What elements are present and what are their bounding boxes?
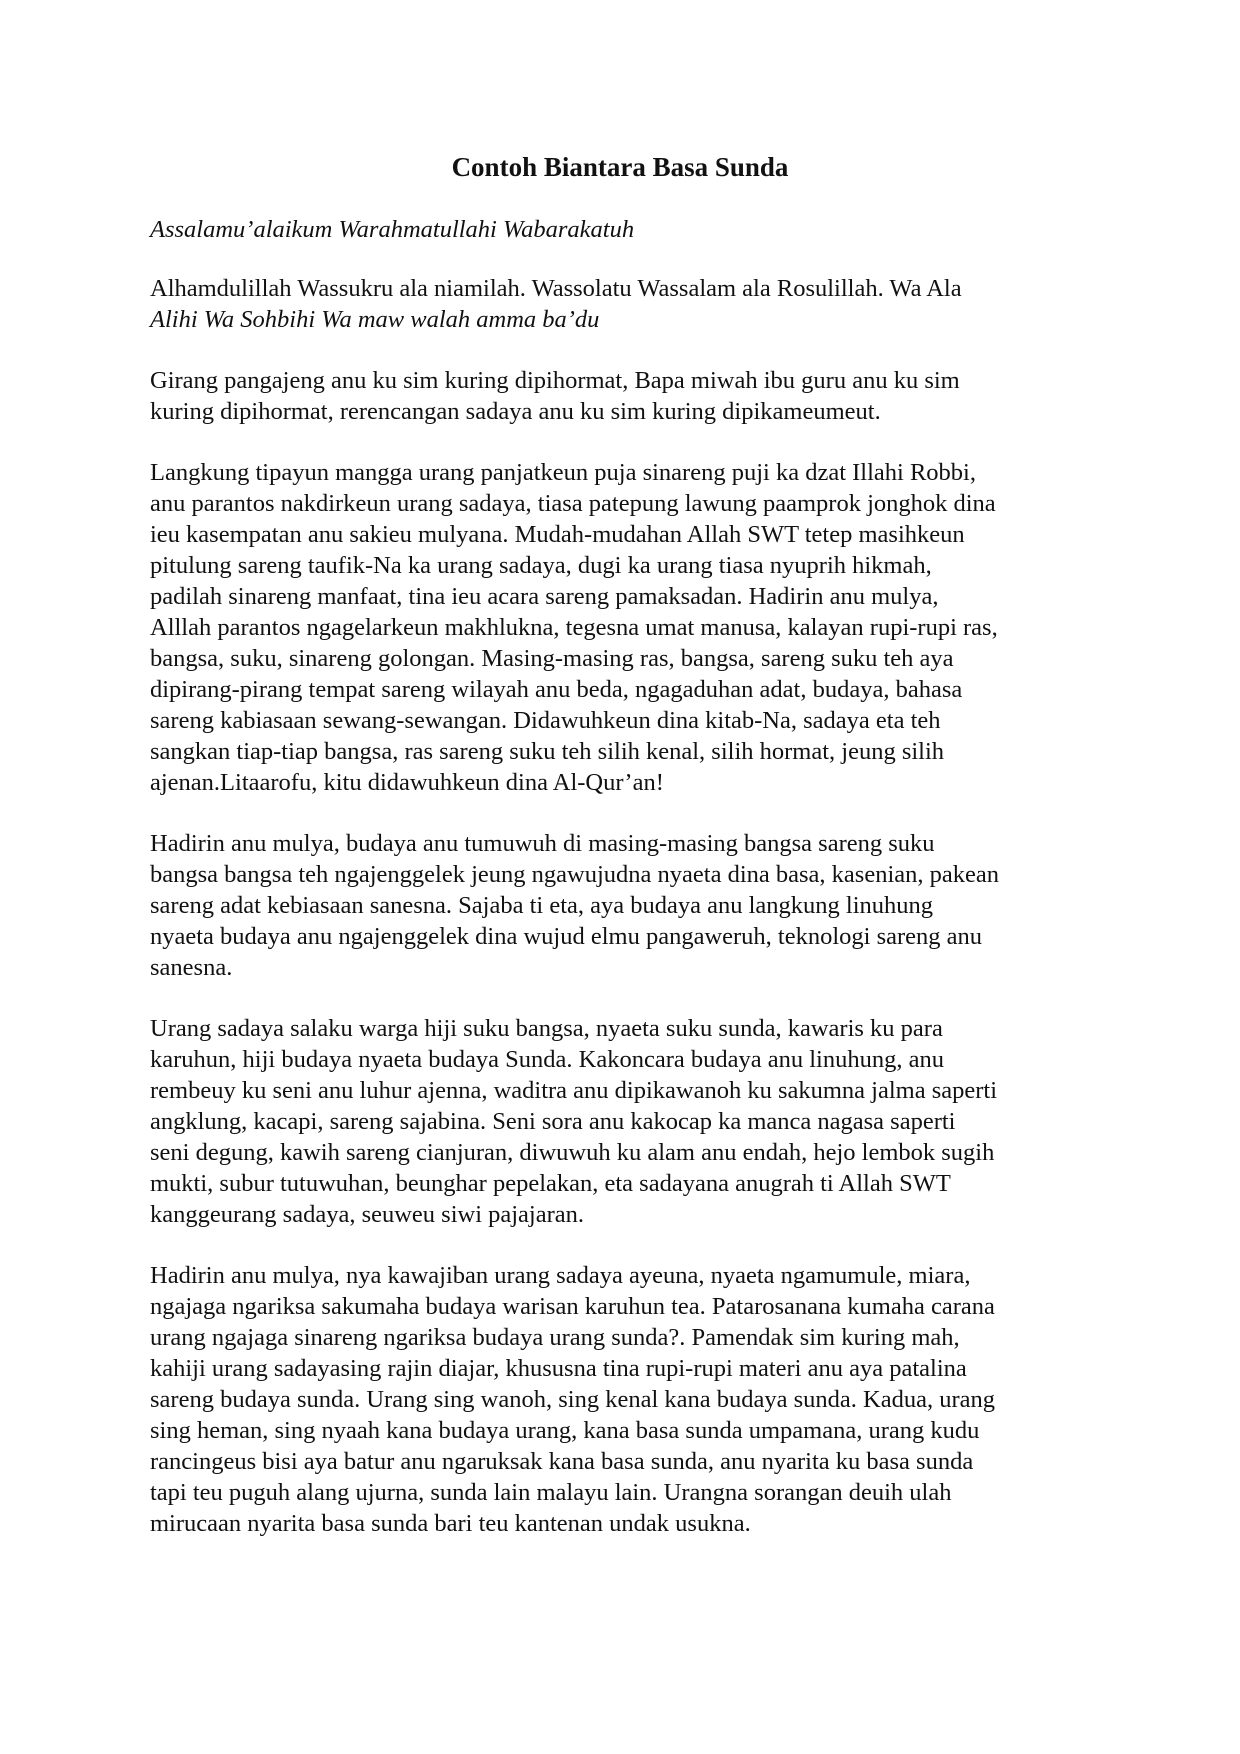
paragraph-line: angklung, kacapi, sareng sajabina. Seni sora anu kakocap ka manca nagasa saperti: [150, 1108, 956, 1135]
paragraph-line: bangsa bangsa teh ngajenggelek jeung ngawujudna nyaeta dina basa, kasenian, pakean: [150, 861, 1000, 888]
paragraph-line: padilah sinareng manfaat, tina ieu acara sareng pamaksadan. Hadirin anu mulya,: [150, 583, 939, 610]
paragraph-line: ajenan.Litaarofu, kitu didawuhkeun dina Al-Qur’an!: [150, 769, 664, 796]
body-paragraph: [150, 457, 1090, 798]
opening-paragraph: [150, 273, 1090, 335]
paragraph-line: sing heman, sing nyaah kana budaya urang, kana basa sunda umpamana, urang kudu: [150, 1417, 980, 1444]
document-title: Contoh Biantara Basa Sunda: [451, 152, 789, 182]
paragraph-line: nyaeta budaya anu ngajenggelek dina wujud elmu pangaweruh, teknologi sareng anu: [150, 923, 983, 950]
paragraph-line: sareng budaya sunda. Urang sing wanoh, sing kenal kana budaya sunda. Kadua, urang: [150, 1386, 996, 1413]
paragraph-line: kuring dipihormat, rerencangan sadaya anu ku sim kuring dipikameumeut.: [150, 398, 881, 425]
paragraph-line: kahiji urang sadayasing rajin diajar, khususna tina rupi-rupi materi anu aya patalina: [150, 1355, 967, 1382]
opening-line-italic: Alihi Wa Sohbihi Wa maw walah amma ba’du: [150, 306, 600, 333]
paragraph-line: seni degung, kawih sareng cianjuran, diwuwuh ku alam anu endah, hejo lembok sugih: [150, 1139, 995, 1166]
paragraph-line: sanesna.: [150, 954, 233, 981]
body-paragraph: [150, 1260, 1090, 1539]
body-paragraph: [150, 1013, 1090, 1230]
paragraph-line: Langkung tipayun mangga urang panjatkeun puja sinareng puji ka dzat Illahi Robbi,: [150, 459, 976, 486]
paragraph-line: mirucaan nyarita basa sunda bari teu kantenan undak usukna.: [150, 1510, 751, 1537]
opening-line: Alhamdulillah Wassukru ala niamilah. Wassolatu Wassalam ala Rosulillah. Wa Ala: [150, 275, 962, 302]
paragraph-line: ngajaga ngariksa sakumaha budaya warisan karuhun tea. Patarosanana kumaha carana: [150, 1293, 995, 1320]
body-paragraphs: [150, 365, 1090, 1539]
paragraph-line: urang ngajaga sinareng ngariksa budaya urang sunda?. Pamendak sim kuring mah,: [150, 1324, 960, 1351]
body-paragraph: [150, 365, 1090, 427]
paragraph-line: rancingeus bisi aya batur anu ngaruksak kana basa sunda, anu nyarita ku basa sunda: [150, 1448, 974, 1475]
paragraph-line: Hadirin anu mulya, nya kawajiban urang sadaya ayeuna, nyaeta ngamumule, miara,: [150, 1262, 971, 1289]
paragraph-line: bangsa, suku, sinareng golongan. Masing-masing ras, bangsa, sareng suku teh aya: [150, 645, 954, 672]
paragraph-line: Hadirin anu mulya, budaya anu tumuwuh di masing-masing bangsa sareng suku: [150, 830, 935, 857]
paragraph-line: Alllah parantos ngagelarkeun makhlukna, tegesna umat manusa, kalayan rupi-rupi ras,: [150, 614, 998, 641]
paragraph-line: dipirang-pirang tempat sareng wilayah anu beda, ngagaduhan adat, budaya, bahasa: [150, 676, 963, 703]
paragraph-line: mukti, subur tutuwuhan, beunghar pepelakan, eta sadayana anugrah ti Allah SWT: [150, 1170, 951, 1197]
paragraph-line: karuhun, hiji budaya nyaeta budaya Sunda. Kakoncara budaya anu linuhung, anu: [150, 1046, 944, 1073]
paragraph-line: kanggeurang sadaya, seuweu siwi pajajaran.: [150, 1201, 585, 1228]
paragraph-line: sareng adat kebiasaan sanesna. Sajaba ti eta, aya budaya anu langkung linuhung: [150, 892, 934, 919]
paragraph-line: pitulung sareng taufik-Na ka urang sadaya, dugi ka urang tiasa nyuprih hikmah,: [150, 552, 932, 579]
paragraph-line: sangkan tiap-tiap bangsa, ras sareng suku teh silih kenal, silih hormat, jeung silih: [150, 738, 945, 765]
paragraph-line: rembeuy ku seni anu luhur ajenna, waditra anu dipikawanoh ku sakumna jalma saperti: [150, 1077, 998, 1104]
paragraph-line: Urang sadaya salaku warga hiji suku bangsa, nyaeta suku sunda, kawaris ku para: [150, 1015, 943, 1042]
body-paragraph: [150, 828, 1090, 983]
greeting: Assalamu’alaikum Warahmatullahi Wabarakatuh: [150, 216, 635, 243]
paragraph-line: Girang pangajeng anu ku sim kuring dipihormat, Bapa miwah ibu guru anu ku sim: [150, 367, 960, 394]
paragraph-line: sareng kabiasaan sewang-sewangan. Didawuhkeun dina kitab-Na, sadaya eta teh: [150, 707, 941, 734]
document-body: [150, 150, 1090, 1569]
paragraph-line: ieu kasempatan anu sakieu mulyana. Mudah-mudahan Allah SWT tetep masihkeun: [150, 521, 965, 548]
paragraph-line: tapi teu puguh alang ujurna, sunda lain malayu lain. Urangna sorangan deuih ulah: [150, 1479, 952, 1506]
paragraph-line: anu parantos nakdirkeun urang sadaya, tiasa patepung lawung paamprok jonghok dina: [150, 490, 996, 517]
